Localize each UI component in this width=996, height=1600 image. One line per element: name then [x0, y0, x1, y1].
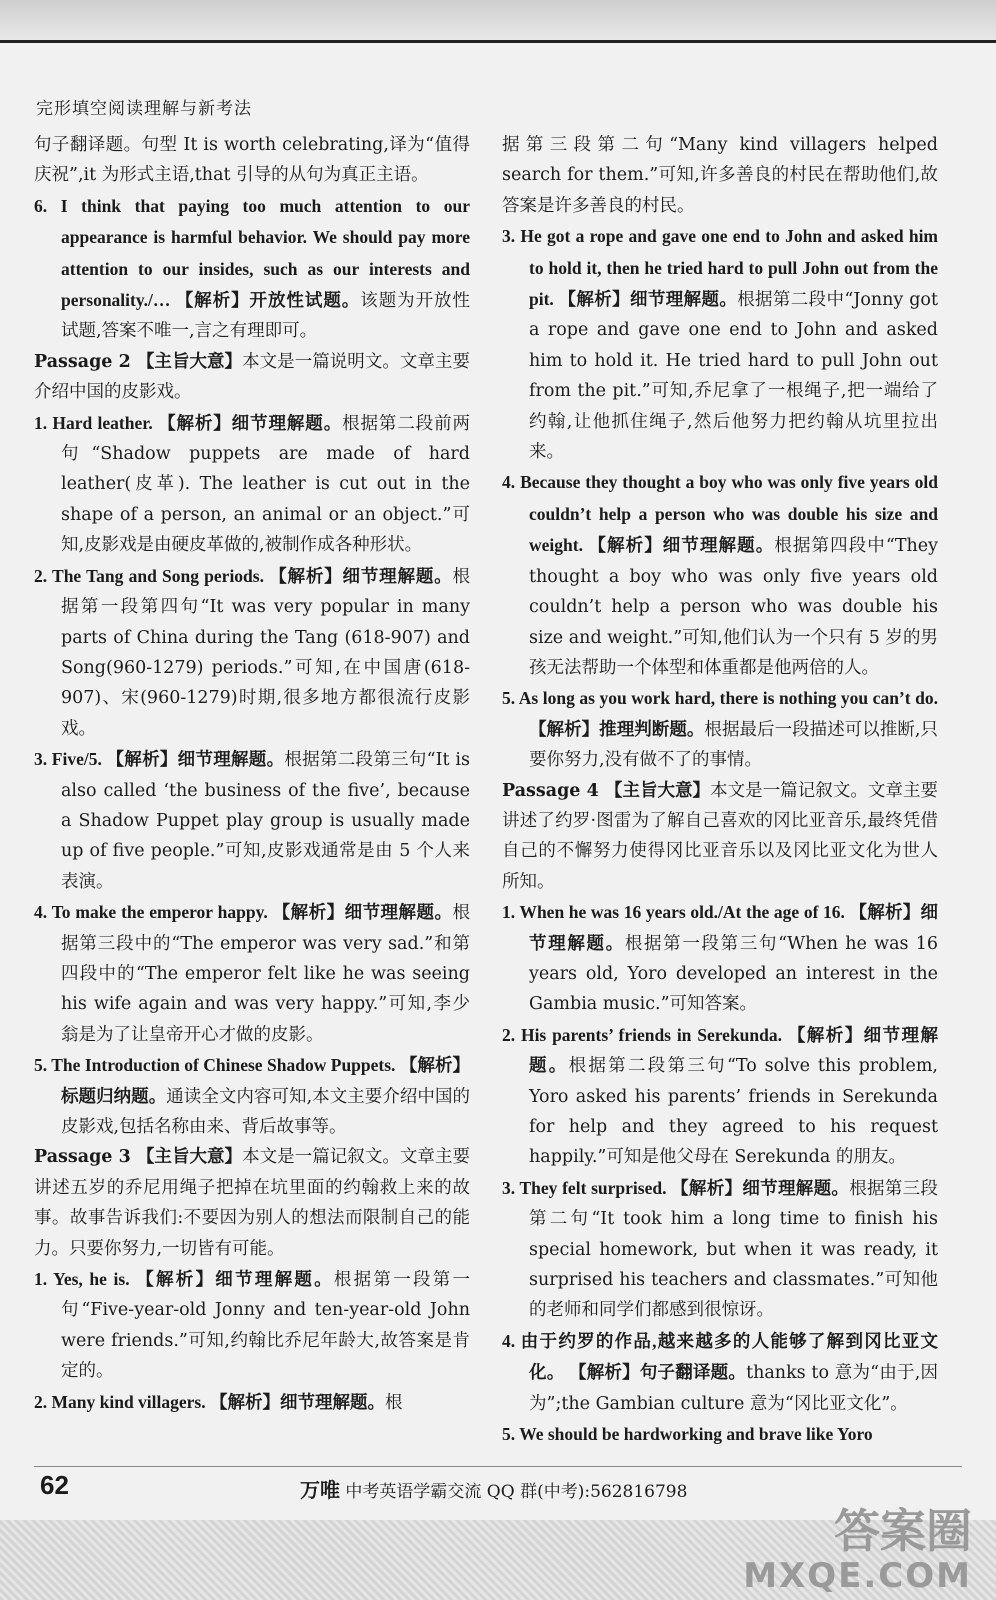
analysis-tag: 【解析】细节理解题。 — [106, 750, 285, 771]
left-column — [34, 130, 470, 1418]
item-answer: When he was 16 years old./At the age of 16. — [519, 902, 850, 923]
item-answer: Hard leather. — [52, 412, 159, 433]
item-answer: He got a rope and gave one end to John and asked him to hold it, then he tried hard to pull John out from the pit. — [520, 226, 939, 310]
summary-text: 本文是一篇记叙文。文章主要讲述了约罗·图雷为了解自己喜欢的冈比亚音乐,最终凭借自己的不懈努力使得冈比亚音乐以及冈比亚文化为世人所知。 — [502, 780, 939, 892]
item-answer: I think that paying too much attention to our appearance is harmful behavior. We should pay more attention to our insides, such as our interests and personality./… — [60, 195, 470, 311]
passage-title: Passage 3 — [34, 1147, 137, 1168]
answer-item — [34, 744, 470, 897]
summary-tag: 【主旨大意】 — [604, 780, 711, 801]
item-number: 1. — [34, 1269, 54, 1290]
answer-item — [502, 897, 938, 1020]
item-number: 4. — [502, 1330, 521, 1351]
analysis-tag: 【解析】推理判断题。 — [529, 719, 705, 740]
item-number: 2. — [502, 1024, 521, 1045]
answer-item — [34, 897, 470, 1050]
explanation-text: 句子翻译题。句型 It is worth celebrating,译为“值得庆祝”,it 为形式主语,that 引导的从句为真正主语。 — [34, 135, 470, 186]
item-number: 3. — [34, 749, 52, 770]
answer-item — [34, 191, 470, 347]
item-answer: 由于约罗的作品,越来越多的人能够了解到冈比亚文化。 — [520, 1330, 939, 1383]
watermark-logo: 答案圈 — [834, 1504, 972, 1558]
item-number: 4. — [502, 472, 521, 493]
scan-top-margin — [0, 0, 996, 40]
passage-summary — [34, 347, 470, 408]
header-rule — [0, 40, 996, 43]
footer-info — [300, 1474, 687, 1503]
answer-item — [502, 467, 938, 683]
item-number: 5. — [502, 1424, 520, 1445]
answer-item — [34, 561, 470, 744]
passage-title: Passage 4 — [502, 780, 605, 801]
analysis-tag: 【解析】细节理解题。 — [529, 1025, 938, 1077]
brand-logo-text: 万唯 — [300, 1480, 340, 1502]
item-number: 1. — [34, 412, 53, 433]
analysis-tag: 【解析】开放性试题。 — [175, 291, 361, 312]
analysis-text: 根 — [385, 1392, 403, 1413]
analysis-text: 通读全文内容可知,本文主要介绍中国的皮影戏,包括名称由来、背后故事等。 — [61, 1086, 471, 1137]
passage-summary — [502, 776, 938, 898]
right-column — [502, 130, 938, 1450]
analysis-text: 根据第三段中的“The emperor was very sad.”和第四段中的“The emperor felt like he was seeing his wife again and was very happy.”可知,李少翁是为了让皇帝开心才做的皮影。 — [61, 903, 471, 1045]
answer-item — [34, 408, 470, 561]
item-number: 6. — [34, 195, 61, 216]
analysis-tag: 【解析】细节理解题。 — [269, 566, 453, 587]
analysis-tag: 【解析】细节理解题。 — [558, 290, 738, 311]
analysis-text: 该题为开放性试题,答案不唯一,言之有理即可。 — [61, 291, 471, 342]
answer-item — [502, 1419, 938, 1450]
analysis-text: 根据第三段第二句“It took him a long time to finish his special homework, but when it was ready, it surprised his teachers and classmates.”可知他的老师和同学们都感到很惊讶。 — [529, 1178, 938, 1321]
analysis-tag: 【解析】标题归纳题。 — [61, 1056, 471, 1107]
analysis-text: 根据第二段第三句“To solve this problem, Yoro asked his parents’ friends in Serekunda for help and they agreed to his request happily.”可知是他父母在 Serekunda 的朋友。 — [529, 1056, 938, 1168]
analysis-tag: 【解析】细节理解题。 — [588, 536, 775, 557]
item-number: 5. — [502, 688, 519, 709]
continued-text — [502, 130, 938, 221]
analysis-tag: 【解析】细节理解题。 — [529, 903, 939, 954]
answer-item — [34, 1264, 470, 1387]
item-answer: Yes, he is. — [53, 1269, 137, 1290]
analysis-text: 根据第一段第三句“When he was 16 years old, Yoro developed an interest in the Gambia music.”可知答案。 — [529, 933, 938, 1015]
footer-rule — [34, 1466, 962, 1467]
item-number: 5. — [34, 1055, 52, 1076]
analysis-tag: 【解析】细节理解题。 — [158, 413, 343, 434]
page-number: 62 — [40, 1470, 69, 1500]
answer-item — [34, 1387, 470, 1418]
passage-title: Passage 2 — [34, 351, 137, 372]
explanation-text: 据第三段第二句“Many kind villagers helped search for them.”可知,许多善良的村民在帮助他们,故答案是许多善良的村民。 — [502, 135, 938, 216]
item-answer: Because they thought a boy who was only five years old couldn’t help a person who was double his size and weight. — [520, 472, 939, 556]
answer-item — [34, 1050, 470, 1142]
watermark-url: MXQE.COM — [743, 1556, 972, 1596]
answer-item — [502, 221, 938, 467]
analysis-text: 根据第一段第一句“Five-year-old Jonny and ten-year-old John were friends.”可知,约翰比乔尼年龄大,故答案是肯定的。 — [61, 1270, 470, 1382]
analysis-tag: 【解析】句子翻译题。 — [569, 1363, 747, 1384]
answer-item — [502, 1326, 938, 1419]
summary-text: 本文是一篇说明文。文章主要介绍中国的皮影戏。 — [34, 351, 471, 403]
item-answer: They felt surprised. — [519, 1177, 672, 1198]
answer-item — [502, 1173, 938, 1326]
item-number: 1. — [502, 902, 520, 923]
running-header: 完形填空阅读理解与新考法 — [36, 99, 252, 119]
item-answer: To make the emperor happy. — [51, 902, 273, 923]
item-number: 2. — [34, 1391, 52, 1412]
analysis-text: 根据最后一段描述可以推断,只要你努力,没有做不了的事情。 — [529, 719, 939, 771]
summary-text: 本文是一篇记叙文。文章主要讲述五岁的乔尼用绳子把掉在坑里面的约翰救上来的故事。故事告诉我们:不要因为别人的想法而限制自己的能力。只要你努力,一切皆有可能。 — [34, 1147, 471, 1259]
item-answer: Five/5. — [51, 749, 107, 770]
passage-summary — [34, 1142, 470, 1264]
analysis-tag: 【解析】细节理解题。 — [210, 1392, 385, 1413]
analysis-text: 根据第一段第四句“It was very popular in many parts of China during the Tang (618-907) and Song(960-1279) periods.”可知,在中国唐(618-907)、宋(960-1279)时期,很多地方都很流行皮影戏。 — [61, 566, 470, 739]
item-answer: We should be hardworking and brave like Yoro — [519, 1424, 873, 1445]
item-number: 3. — [502, 226, 521, 247]
item-number: 3. — [502, 1177, 520, 1198]
analysis-text: 根据第二段前两句“Shadow puppets are made of hard leather(皮革). The leather is cut out in the shape of a person, an animal or an object.”可知,皮影戏是由硬皮革做的,被制作成各种形状。 — [61, 413, 471, 556]
analysis-tag: 【解析】细节理解题。 — [136, 1270, 334, 1291]
summary-tag: 【主旨大意】 — [136, 1147, 243, 1168]
analysis-text: 根据第四段中“They thought a boy who was only five years old couldn’t help a person who was double his size and weight.”可知,他们认为一个只有 5 岁的男孩无法帮助一个体型和体重都是他两倍的人。 — [529, 536, 939, 678]
item-number: 4. — [34, 902, 52, 923]
item-answer: Many kind villagers. — [51, 1391, 210, 1412]
analysis-text: 根据第二段中“Jonny got a rope and gave one end to John and asked him to hold it. He tried hard to pull John out from the pit.”可知,乔尼拿了一根绳子,把一端给了约翰,让他抓住绳子,然后他努力把约翰从坑里拉出来。 — [529, 290, 938, 463]
analysis-text: thanks to 意为“由于,因为”;the Gambian culture 意为“冈比亚文化”。 — [529, 1363, 939, 1414]
answer-item — [502, 1020, 938, 1173]
analysis-tag: 【解析】细节理解题。 — [272, 903, 453, 924]
item-answer: The Introduction of Chinese Shadow Puppets. — [51, 1055, 400, 1076]
summary-tag: 【主旨大意】 — [136, 351, 243, 372]
item-number: 2. — [34, 565, 53, 586]
footer-qq-group: 中考英语学霸交流 QQ 群(中考):562816798 — [345, 1482, 688, 1502]
item-answer: The Tang and Song periods. — [52, 565, 270, 586]
analysis-tag: 【解析】细节理解题。 — [671, 1178, 850, 1199]
answer-item — [502, 683, 938, 775]
item-answer: His parents’ friends in Serekunda. — [520, 1024, 788, 1045]
analysis-text: 根据第二段第三句“It is also called ‘the business of the five’, because a Shadow Puppet play group is usually made up of five people.”可知,皮影戏通常是由 5 个人来表演。 — [61, 750, 471, 892]
continued-text — [34, 130, 470, 191]
item-answer: As long as you work hard, there is nothing you can’t do. — [518, 688, 938, 709]
